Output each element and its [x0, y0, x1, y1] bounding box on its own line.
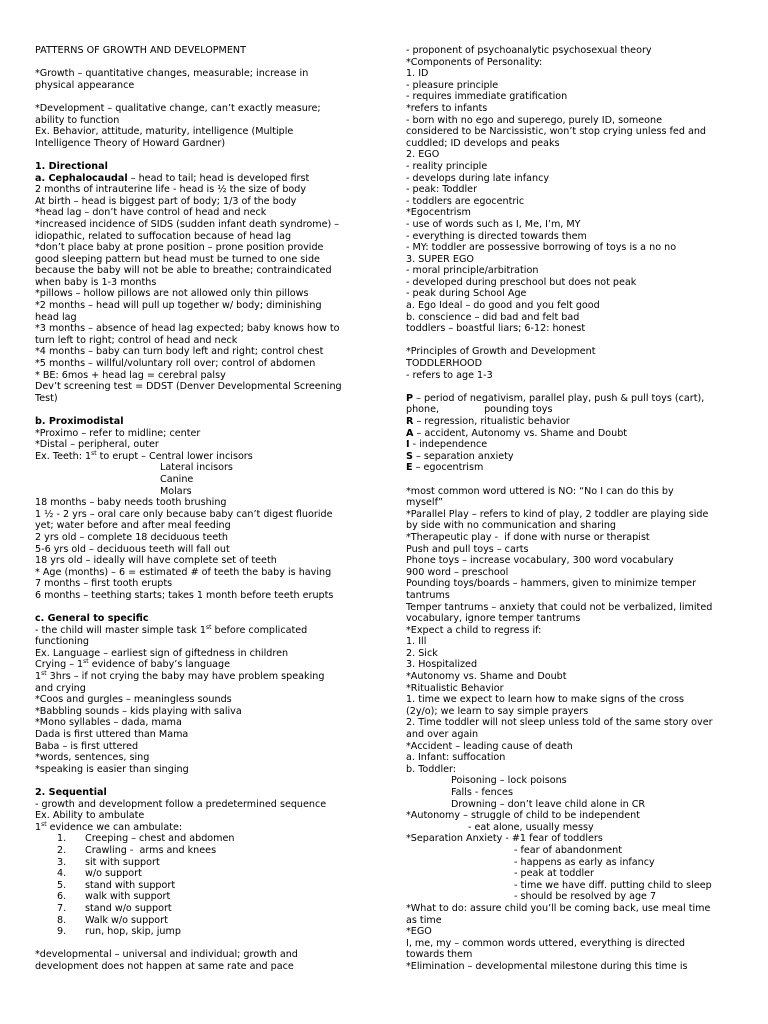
personality-line: - peak during School Age — [406, 288, 527, 300]
list-number: 2. — [57, 844, 67, 856]
list-text: run, hop, skip, jump — [85, 926, 181, 938]
closing-note: towards them — [406, 949, 473, 961]
mnemonic-line — [406, 428, 746, 440]
list-number: 9. — [57, 926, 67, 938]
general-to-specific-line — [35, 659, 371, 671]
list-number: 4. — [57, 868, 67, 880]
general-to-specific-line: Baba – is first uttered — [35, 740, 139, 752]
list-item — [57, 857, 371, 869]
personality-line: - MY: toddler are possessive borrowing of toys is a no no — [406, 242, 677, 254]
sequential-line — [35, 822, 371, 834]
closing-note: as time — [406, 914, 442, 926]
cephalocaudal-line — [35, 173, 371, 185]
section-sequential-heading: 2. Sequential — [35, 787, 107, 798]
crying-pre: Crying – 1 — [35, 659, 84, 671]
teeth-item: Lateral incisors — [160, 462, 233, 474]
personality-line: - peak: Toddler — [406, 184, 478, 196]
toddler-note: *Accident – leading cause of death — [406, 740, 573, 752]
cephalocaudal-note: *5 months – willful/voluntary roll over; control of abdomen — [35, 358, 316, 370]
closing-note: *Elimination – developmental milestone during this time is — [406, 960, 688, 972]
cephalocaudal-note: * BE: 6mos + head lag = cerebral palsy — [35, 369, 226, 381]
proximodistal-note: yet; water before and after meal feeding — [35, 520, 231, 532]
list-item — [57, 915, 371, 927]
cephalocaudal-note: At birth – head is biggest part of body; 1/3 of the body — [35, 195, 297, 207]
proximodistal-note: *Proximo – refer to midline; center — [35, 427, 201, 439]
list-number: 6. — [57, 891, 67, 903]
hazard-item: Falls - fences — [451, 787, 513, 798]
personality-line: cuddled; ID develops and peaks — [406, 137, 560, 149]
cephalocaudal-note: *2 months – head will pull up together w/ body; diminishing — [35, 300, 322, 312]
list-item — [57, 903, 371, 915]
proximodistal-note: 2 yrs old – complete 18 deciduous teeth — [35, 531, 228, 543]
separation-anxiety-line: *Separation Anxiety - #1 fear of toddlers — [406, 833, 603, 845]
cephalocaudal-note: idiopathic, related to suffocation because of head lag — [35, 230, 292, 242]
personality-line: - reality principle — [406, 160, 488, 172]
personality-line: *Egocentrism — [406, 207, 471, 219]
toddler-note: 3. Hospitalized — [406, 659, 478, 671]
list-number: 5. — [57, 879, 67, 891]
mnemonic-letter: E — [406, 462, 413, 474]
proximodistal-note: 18 yrs old – ideally will have complete set of teeth — [35, 555, 277, 567]
cephalocaudal-note: 2 months of intrauterine life - head is ½ the size of body — [35, 184, 307, 196]
personality-line: - proponent of psychoanalytic psychosexual theory — [406, 45, 652, 56]
closing-note: *EGO — [406, 926, 432, 938]
separation-anxiety-item: - peak at toddler — [514, 868, 595, 880]
cephalocaudal-note: turn left to right; control of head and neck — [35, 334, 238, 346]
mnemonic-p-line-2 — [406, 404, 746, 416]
personality-line: - requires immediate gratification — [406, 91, 568, 103]
crying-post: evidence of baby’s language — [88, 659, 231, 671]
toddler-note: *Therapeutic play - if done with nurse or therapist — [406, 531, 650, 543]
personality-line: *refers to infants — [406, 102, 488, 114]
hrs-post: 3hrs – if not crying the baby may have problem speaking — [46, 671, 325, 683]
toddler-note: Temper tantrums – anxiety that could not be verbalized, limited — [406, 601, 713, 613]
right-column — [406, 45, 746, 973]
gs-pre: - the child will master simple task 1 — [35, 624, 206, 636]
toddler-note: (2y/o); we learn to say simple prayers — [406, 705, 589, 717]
personality-line: - develops during late infancy — [406, 172, 550, 184]
personality-line: 3. SUPER EGO — [406, 253, 474, 265]
toddler-note: b. Toddler: — [406, 763, 457, 775]
mnemonic-text: - independence — [409, 439, 488, 451]
document-title: PATTERNS OF GROWTH AND DEVELOPMENT — [35, 45, 246, 56]
hrs-pre: 1 — [35, 671, 42, 683]
left-column — [35, 45, 371, 973]
ev-post: evidence we can ambulate: — [46, 821, 183, 833]
personality-line: - pleasure principle — [406, 79, 499, 91]
section-directional-heading: 1. Directional — [35, 160, 108, 172]
toddler-note: *Autonomy vs. Shame and Doubt — [406, 671, 567, 683]
cephalocaudal-label: a. Cephalocaudal — [35, 172, 128, 184]
toddler-note: 1. time we expect to learn how to make signs of the cross — [406, 694, 685, 706]
general-to-specific-line: Ex. Language – earliest sign of giftedness in children — [35, 647, 289, 659]
list-number: 3. — [57, 856, 67, 868]
cephalocaudal-note: *don’t place baby at prone position – prone position provide — [35, 242, 324, 254]
mnemonic-text: – separation anxiety — [412, 450, 514, 462]
hrs-sup: st — [41, 669, 47, 677]
mnemonic-line — [406, 416, 746, 428]
toddler-note: and over again — [406, 729, 479, 741]
toddler-note: *most common word uttered is NO: “No I can do this by — [406, 485, 674, 497]
personality-line: - use of words such as I, Me, I’m, MY — [406, 218, 581, 230]
mnemonic-text: – egocentrism — [412, 462, 484, 474]
proximodistal-note: *Distal – peripheral, outer — [35, 439, 159, 451]
proximodistal-note: 18 months – baby needs tooth brushing — [35, 497, 227, 509]
personality-line: 1. ID — [406, 68, 429, 80]
general-to-specific-line: *Babbling sounds – kids playing with saliva — [35, 705, 242, 717]
closing-note: *What to do: assure child you’ll be coming back, use meal time — [406, 902, 711, 914]
list-text: Creeping – chest and abdomen — [85, 833, 235, 845]
list-text: Walk w/o support — [85, 914, 168, 926]
personality-line: a. Ego Ideal – do good and you felt good — [406, 300, 600, 312]
mnemonic-letter: R — [406, 416, 414, 427]
cephalocaudal-note: *3 months – absence of head lag expected; baby knows how to — [35, 323, 340, 335]
ambulation-list — [35, 833, 371, 937]
general-to-specific-line: *Mono syllables – dada, mama — [35, 717, 182, 729]
closing-note: I, me, my – common words uttered, everything is directed — [406, 937, 685, 949]
separation-anxiety-item: - happens as early as infancy — [514, 856, 655, 868]
cephalocaudal-note: good sleeping pattern but head must be turned to one side — [35, 253, 320, 265]
development-definition-line-2: ability to function — [35, 114, 120, 126]
cephalocaudal-note: *pillows – hollow pillows are not allowed only thin pillows — [35, 288, 309, 300]
teeth-item: Molars — [160, 485, 192, 497]
list-text: walk with support — [85, 891, 171, 903]
gs-sup: st — [205, 623, 212, 631]
proximodistal-note: 1 ½ - 2 yrs – oral care only because baby can’t digest fluoride — [35, 508, 333, 520]
toddler-note: a. Infant: suffocation — [406, 752, 506, 764]
teeth-sup: st — [91, 449, 97, 457]
sequential-line: - growth and development follow a predetermined sequence — [35, 798, 327, 810]
separation-anxiety-item: - fear of abandonment — [514, 844, 623, 856]
toddler-note: Push and pull toys – carts — [406, 543, 529, 555]
development-definition-line-1: *Development – qualitative change, can’t exactly measure; — [35, 102, 321, 114]
list-item — [57, 868, 371, 880]
cephalocaudal-note: Test) — [35, 392, 58, 404]
toddler-note: 900 word – preschool — [406, 566, 509, 578]
proximodistal-heading: b. Proximodistal — [35, 416, 124, 427]
cephalocaudal-note: because the baby will not be able to breathe; contraindicated — [35, 265, 332, 277]
toddler-note: *Ritualistic Behavior — [406, 682, 504, 694]
list-text: sit with support — [85, 856, 160, 868]
mnemonic-text: phone, — [406, 404, 440, 416]
toddler-note: *Expect a child to regress if: — [406, 624, 542, 636]
general-to-specific-line — [35, 625, 371, 637]
cephalocaudal-note: Dev’t screening test = DDST (Denver Developmental Screening — [35, 381, 342, 393]
personality-line: 2. EGO — [406, 149, 440, 161]
mnemonic-letter: I — [406, 439, 410, 451]
principles-line: - refers to age 1-3 — [406, 369, 493, 381]
list-item — [57, 845, 371, 857]
teeth-eruption-line — [35, 451, 371, 463]
mnemonic-p-line — [406, 393, 746, 405]
proximodistal-note: 5-6 yrs old – deciduous teeth will fall out — [35, 543, 230, 555]
list-text: Crawling - arms and knees — [85, 844, 217, 856]
toddler-note: Pounding toys/boards – hammers, given to minimize temper — [406, 578, 697, 590]
hazard-item: Poisoning – lock poisons — [451, 775, 567, 787]
toddler-note: tantrums — [406, 589, 450, 601]
toddler-note: by side with no communication and sharing — [406, 520, 617, 532]
toddler-note: myself” — [406, 497, 443, 509]
growth-definition-line-2: physical appearance — [35, 79, 135, 91]
personality-line: - born with no ego and superego, purely ID, someone — [406, 114, 663, 126]
mnemonic-line — [406, 451, 746, 463]
development-example-line-1: Ex. Behavior, attitude, maturity, intelligence (Multiple — [35, 126, 294, 138]
personality-line: toddlers – boastful liars; 6-12: honest — [406, 323, 586, 335]
general-to-specific-line: and crying — [35, 682, 86, 694]
ev-pre: 1 — [35, 821, 42, 833]
proximodistal-note: * Age (months) – 6 = estimated # of teeth the baby is having — [35, 566, 332, 578]
growth-definition-line-1: *Growth – quantitative changes, measurable; increase in — [35, 68, 309, 80]
list-text: w/o support — [85, 868, 142, 880]
autonomy-line: - eat alone, usually messy — [468, 821, 594, 833]
personality-line: - everything is directed towards them — [406, 230, 587, 242]
personality-line: considered to be Narcissistic, won’t stop crying unless fed and — [406, 126, 707, 138]
cephalocaudal-text: – head to tail; head is developed first — [127, 172, 310, 184]
toddler-note: vocabulary, ignore temper tantrums — [406, 613, 581, 625]
cephalocaudal-note: *increased incidence of SIDS (sudden infant death syndrome) – — [35, 218, 340, 230]
toddler-note: Phone toys – increase vocabulary, 300 word vocabulary — [406, 555, 674, 567]
list-item — [57, 880, 371, 892]
mnemonic-letter: S — [406, 450, 413, 462]
cephalocaudal-note: *head lag – don’t have control of head and neck — [35, 207, 267, 219]
list-text: stand with support — [85, 879, 176, 891]
cephalocaudal-note: *4 months – baby can turn body left and right; control chest — [35, 346, 324, 358]
list-item — [57, 833, 371, 845]
list-item — [57, 926, 371, 938]
list-number: 7. — [57, 902, 67, 914]
general-to-specific-heading: c. General to specific — [35, 613, 149, 625]
list-item — [57, 891, 371, 903]
proximodistal-note: 6 months – teething starts; takes 1 month before teeth erupts — [35, 589, 334, 601]
gs-post: before complicated — [211, 624, 308, 636]
general-to-specific-line — [35, 671, 371, 683]
list-text: stand w/o support — [85, 902, 172, 914]
teeth-post: to erupt – Central lower incisors — [96, 450, 253, 462]
general-to-specific-line: Dada is first uttered than Mama — [35, 729, 189, 741]
development-example-line-2: Intelligence Theory of Howard Gardner) — [35, 137, 226, 149]
mnemonic-text: – regression, ritualistic behavior — [413, 416, 570, 427]
toddler-note: 2. Time toddler will not sleep unless told of the same story over — [406, 717, 713, 729]
separation-anxiety-item: - should be resolved by age 7 — [514, 891, 657, 903]
personality-line: - moral principle/arbitration — [406, 265, 539, 277]
general-to-specific-line: *speaking is easier than singing — [35, 763, 189, 775]
teeth-item: Canine — [160, 473, 194, 485]
general-to-specific-line: functioning — [35, 636, 90, 648]
mnemonic-text: pounding toys — [484, 404, 553, 416]
cephalocaudal-note: when baby is 1-3 months — [35, 276, 157, 288]
teeth-pre: Ex. Teeth: 1 — [35, 450, 92, 462]
personality-line: b. conscience – did bad and felt bad — [406, 311, 580, 323]
toddlerhood-heading: TODDLERHOOD — [406, 358, 482, 370]
crying-sup: st — [83, 658, 89, 666]
sequential-closing-line: *developmental – universal and individual; growth and — [35, 949, 298, 961]
hazard-item: Drowning – don’t leave child alone in CR — [451, 798, 646, 810]
principles-line: *Principles of Growth and Development — [406, 346, 596, 358]
mnemonic-line — [406, 439, 746, 451]
toddler-note: 1. Ill — [406, 636, 427, 648]
ev-sup: st — [41, 820, 47, 828]
sequential-closing-line: development does not happen at same rate and pace — [35, 960, 294, 972]
sequential-line: Ex. Ability to ambulate — [35, 810, 145, 822]
general-to-specific-line: *Coos and gurgles – meaningless sounds — [35, 694, 232, 706]
proximodistal-note: 7 months – first tooth erupts — [35, 578, 173, 590]
personality-line: - developed during preschool but does not peak — [406, 276, 637, 288]
list-number: 8. — [57, 914, 67, 926]
personality-line: *Components of Personality: — [406, 56, 543, 68]
mnemonic-text: – accident, Autonomy vs. Shame and Doubt — [413, 427, 628, 439]
personality-line: - toddlers are egocentric — [406, 195, 525, 207]
toddler-note: *Parallel Play – refers to kind of play, 2 toddler are playing side — [406, 508, 709, 520]
mnemonic-letter: P — [406, 392, 414, 404]
mnemonic-text: – period of negativism, parallel play, push & pull toys (cart), — [413, 392, 705, 404]
general-to-specific-line: *words, sentences, sing — [35, 752, 150, 764]
separation-anxiety-item: - time we have diff. putting child to sleep — [514, 879, 712, 891]
list-number: 1. — [57, 833, 67, 845]
mnemonic-letter: A — [406, 427, 414, 439]
cephalocaudal-note: head lag — [35, 311, 77, 323]
autonomy-line: *Autonomy – struggle of child to be independent — [406, 810, 641, 822]
toddler-note: 2. Sick — [406, 647, 438, 659]
mnemonic-line — [406, 462, 746, 474]
